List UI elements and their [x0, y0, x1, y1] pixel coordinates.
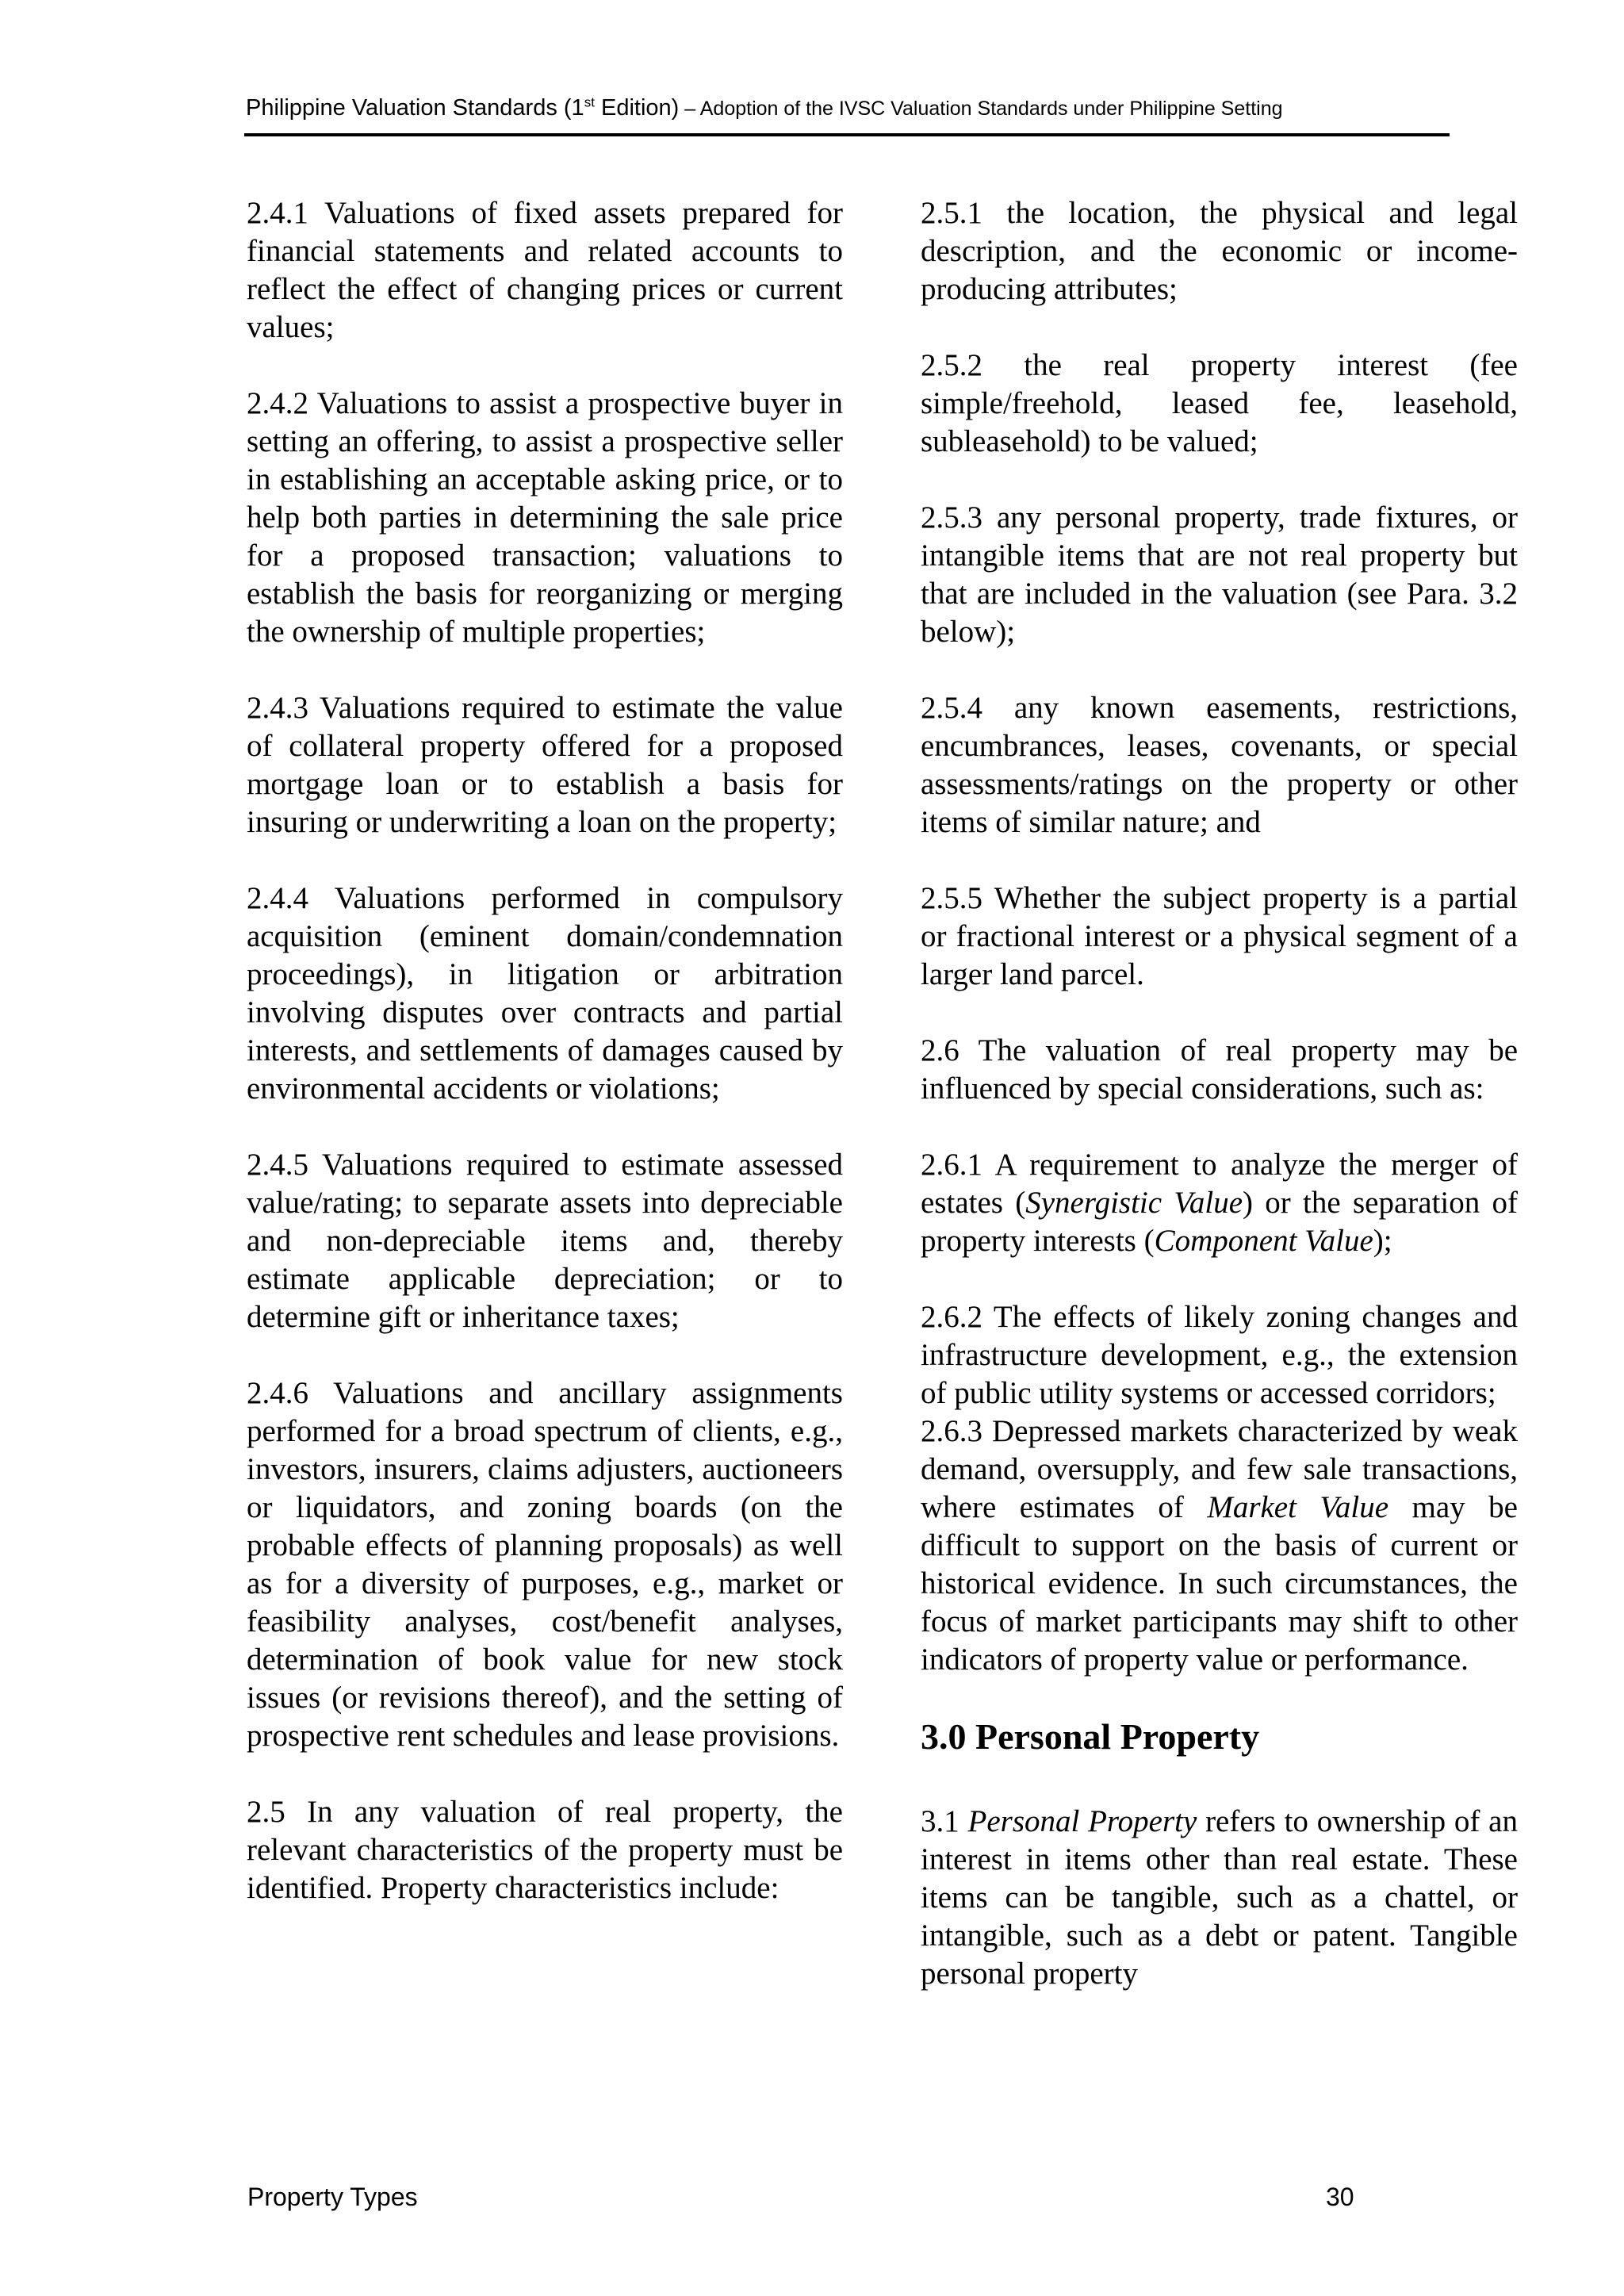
header-subtitle: Adoption of the IVSC Valuation Standards under Philippine Setting	[699, 98, 1283, 120]
page-number: 30	[1326, 2183, 1354, 2211]
paragraph-2-5-5: 2.5.5 Whether the subject property is a partial or fractional interest or a physical segment of a larger land parcel.	[921, 881, 1518, 991]
header-rule	[244, 133, 1450, 136]
paragraph-2-6: 2.6 The valuation of real property may be influenced by special considerations, such as:	[921, 1033, 1518, 1106]
header-title: Philippine Valuation Standards (1st Edition)	[246, 94, 680, 121]
paragraph-2-4-1: 2.4.1 Valuations of fixed assets prepared for financial statements and related accounts to reflect the effect of changing prices or current values;	[247, 196, 843, 344]
paragraph-2-4-6: 2.4.6 Valuations and ancillary assignments performed for a broad spectrum of clients, e.g., investors, insurers, claims adjusters, auctioneers or liquidators, and zoning boards (on the probable effects of planning proposals) as well as for a diversity of purposes, e.g., market or feasibility analyses, cost/benefit analyses, determination of book value for new stock issues (or revisions thereof), and the setting of prospective rent schedules and lease provisions.	[247, 1376, 843, 1753]
paragraph-2-5-4: 2.5.4 any known easements, restrictions, encumbrances, leases, covenants, or special assessments/ratings on the property or other items of similar nature; and	[921, 691, 1518, 839]
footer-section-title: Property Types	[247, 2183, 418, 2211]
paragraph-2-4-3: 2.4.3 Valuations required to estimate the value of collateral property offered for a proposed mortgage loan or to establish a basis for insuring or underwriting a loan on the property;	[247, 691, 843, 839]
personal-property-term: Personal Property	[967, 1804, 1197, 1838]
paragraph-2-6-1: 2.6.1 A requirement to analyze the merger of estates (Synergistic Value) or the separation of property interests (Component Value);	[921, 1148, 1519, 1258]
synergistic-value-term: Synergistic Value	[1025, 1186, 1243, 1220]
paragraph-2-5-3: 2.5.3 any personal property, trade fixtures, or intangible items that are not real property but that are included in the valuation (see Para. 3.2 below);	[921, 500, 1518, 649]
paragraph-2-5-2: 2.5.2 the real property interest (fee simple/freehold, leased fee, leasehold, subleasehold) to be valued;	[921, 348, 1518, 458]
paragraph-2-5-1: 2.5.1 the location, the physical and legal description, and the economic or income-producing attributes;	[921, 196, 1518, 306]
component-value-term: Component Value	[1154, 1224, 1373, 1258]
market-value-term: Market Value	[1207, 1490, 1389, 1524]
header-dash: –	[679, 98, 700, 120]
paragraph-2-6-2: 2.6.2 The effects of likely zoning changes and infrastructure development, e.g., the extension of public utility systems or accessed corridors;	[921, 1300, 1518, 1410]
page-header	[246, 92, 1450, 125]
left-column	[247, 194, 843, 1945]
paragraph-2-6-3: 2.6.3 Depressed markets characterized by weak demand, oversupply, and few sale transactions, where estimates of Market Value may be difficult to support on the basis of current or historical evidence. In such circumstances, the focus of market participants may shift to other indicators of property value or performance.	[921, 1414, 1518, 1677]
paragraph-2-5: 2.5 In any valuation of real property, the relevant characteristics of the property must be identified. Property characteristics include:	[247, 1795, 843, 1905]
paragraph-2-4-5: 2.4.5 Valuations required to estimate assessed value/rating; to separate assets into depreciable and non-depreciable items and, thereby estimate applicable depreciation; or to determine gift or inheritance taxes;	[247, 1148, 843, 1334]
paragraph-2-4-4: 2.4.4 Valuations performed in compulsory acquisition (eminent domain/condemnation proceedings), in litigation or arbitration involving disputes over contracts and partial interests, and settlements of damages caused by environmental accidents or violations;	[247, 881, 843, 1106]
paragraph-3-1: 3.1 Personal Property refers to ownership of an interest in items other than real estate. These items can be tangible, such as a chattel, or intangible, such as a debt or patent. Tangible personal property	[921, 1804, 1518, 1991]
right-column	[921, 194, 1518, 1993]
paragraph-2-4-2: 2.4.2 Valuations to assist a prospective buyer in setting an offering, to assist a prospective seller in establishing an acceptable asking price, or to help both parties in determining the sale price for a proposed transaction; valuations to establish the basis for reorganizing or merging the ownership of multiple properties;	[247, 386, 843, 649]
section-heading: 3.0 Personal Property	[921, 1716, 1260, 1757]
